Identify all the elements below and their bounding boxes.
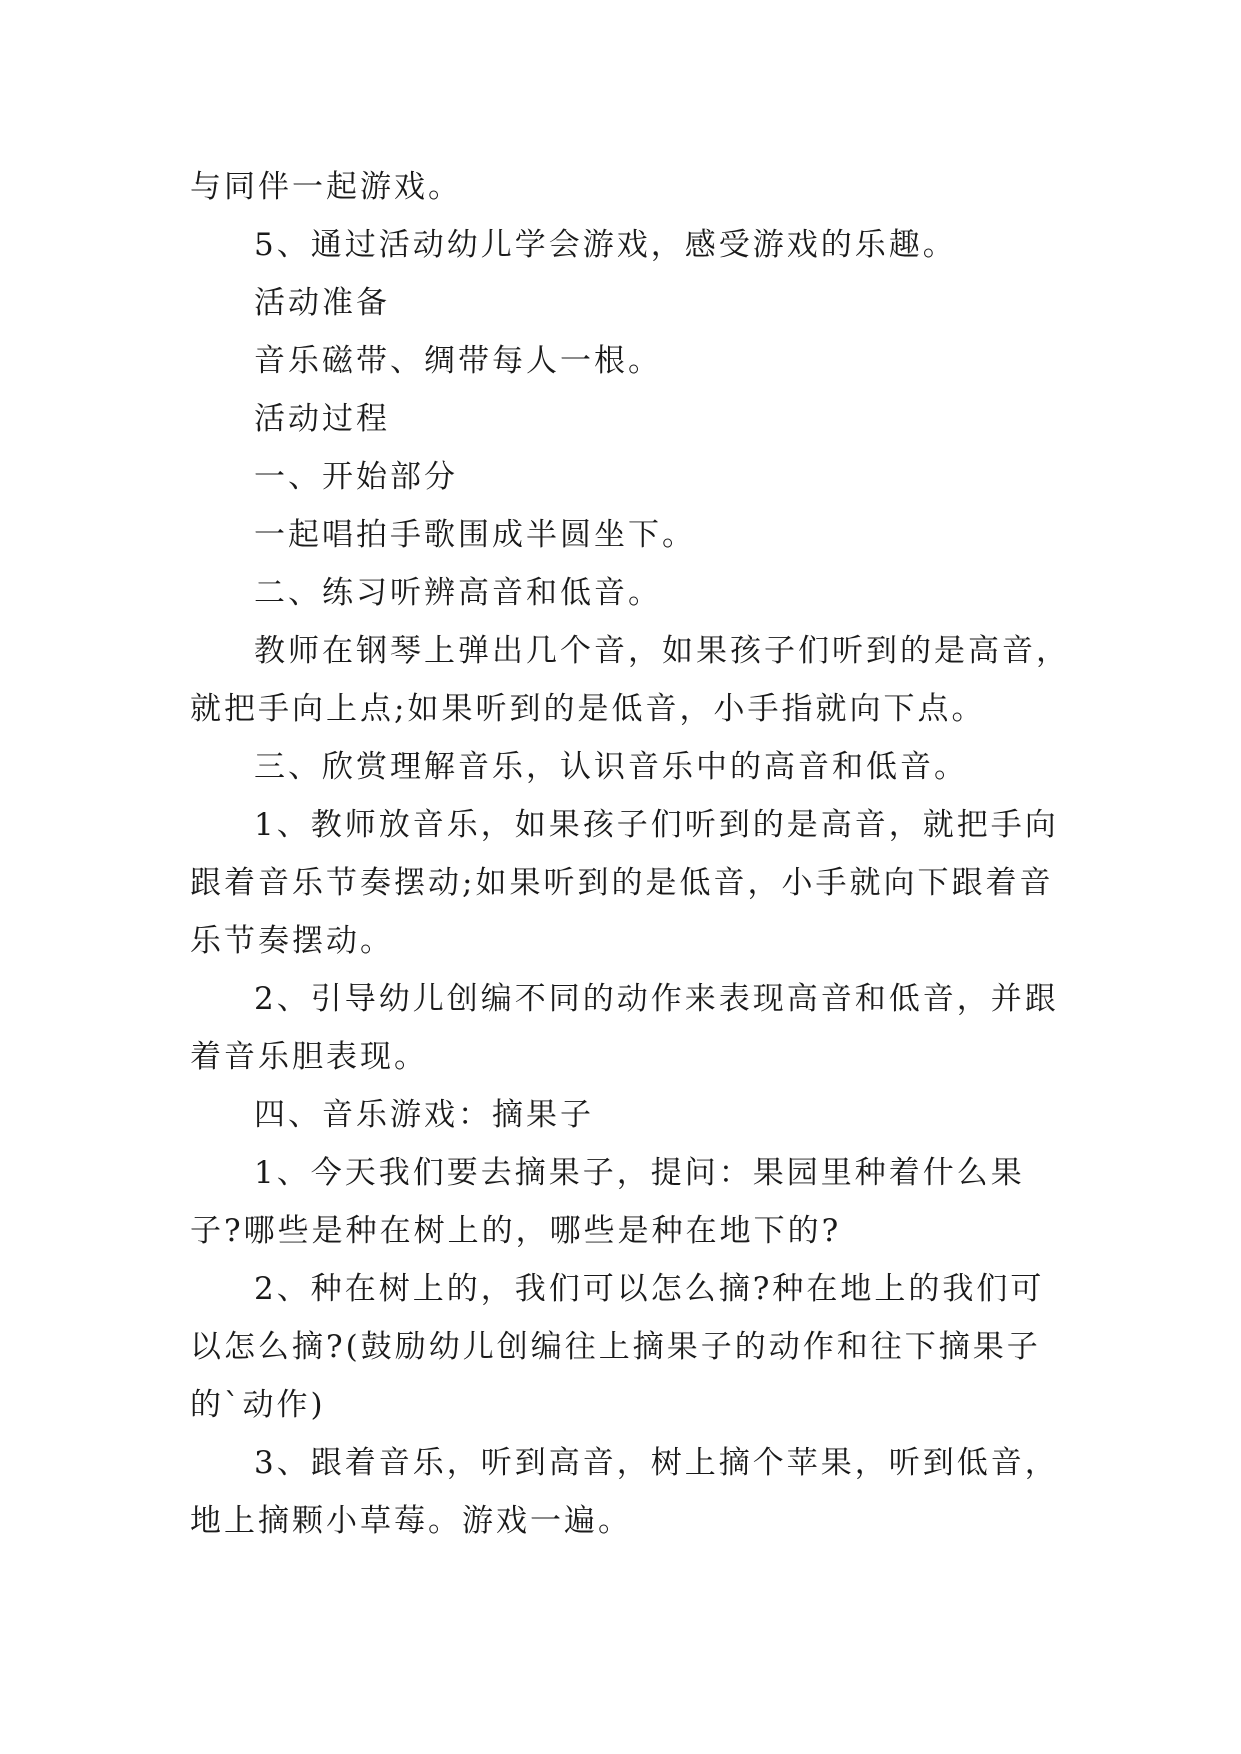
section-heading-process: 活动过程 (254, 401, 390, 437)
paragraph-1: 与同伴一起游戏。 (190, 169, 462, 205)
section-heading-preparation: 活动准备 (254, 285, 390, 321)
subheading-part-3: 三、欣赏理解音乐，认识音乐中的高音和低音。 (254, 749, 968, 785)
paragraph-14: 1、今天我们要去摘果子，提问：果园里种着什么果子?哪些是种在树上的，哪些是种在地下的? (190, 1155, 1025, 1249)
paragraph-15: 2、种在树上的，我们可以怎么摘?种在地上的我们可以怎么摘?(鼓励幼儿创编往上摘果子的动作和往下摘果子的`动作) (190, 1271, 1045, 1423)
subheading-part-2: 二、练习听辨高音和低音。 (254, 575, 662, 611)
subheading-part-4: 四、音乐游戏：摘果子 (254, 1097, 594, 1133)
paragraph-12: 2、引导幼儿创编不同的动作来表现高音和低音，并跟着音乐胆表现。 (190, 981, 1059, 1075)
paragraph-11: 1、教师放音乐，如果孩子们听到的是高音，就把手向跟着音乐节奏摆动;如果听到的是低音，小手就向下跟着音乐节奏摆动。 (190, 807, 1059, 959)
paragraph-2: 5、通过活动幼儿学会游戏，感受游戏的乐趣。 (254, 227, 957, 263)
paragraph-16: 3、跟着音乐，听到高音，树上摘个苹果，听到低音，地上摘颗小草莓。游戏一遍。 (190, 1445, 1059, 1539)
paragraph-9: 教师在钢琴上弹出几个音，如果孩子们听到的是高音，就把手向上点;如果听到的是低音，小手指就向下点。 (190, 633, 1070, 727)
subheading-part-1: 一、开始部分 (254, 459, 458, 495)
document-body (190, 158, 1070, 1550)
paragraph-4: 音乐磁带、绸带每人一根。 (254, 343, 662, 379)
paragraph-7: 一起唱拍手歌围成半圆坐下。 (254, 517, 696, 553)
